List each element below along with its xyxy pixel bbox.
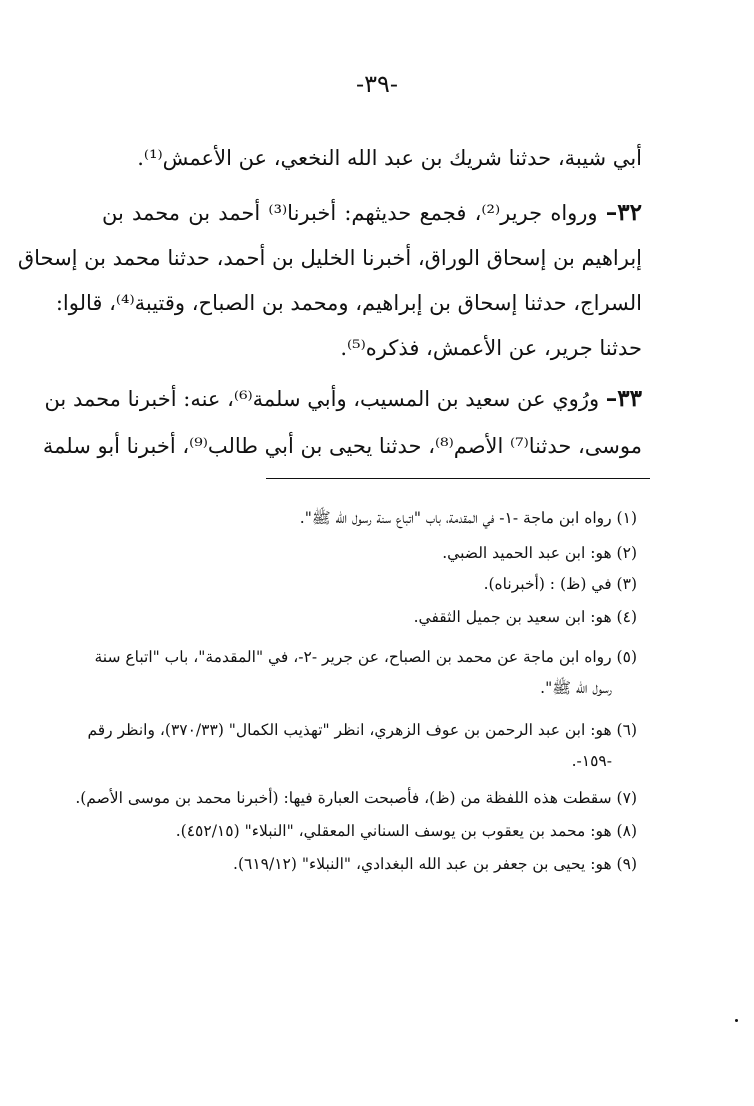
ink-dot [735,1019,738,1022]
hadith-number: ٣٣– [605,385,642,412]
text-line [44,384,642,414]
footnote: (٨) هو: محمد بن يعقوب بن يوسف السناني المعقلي، "النبلاء" (٤٥٢/١٥). [175,822,637,840]
text-line-content: السراج، حدثنا إسحاق بن إبراهيم، ومحمد بن الصباح، وقتيبة⁽⁴⁾، قالوا: [55,291,642,315]
text-line [17,243,642,273]
footnote: (٤) هو: ابن سعيد بن جميل الثقفي. [413,608,637,626]
text-line-content: حدثنا جرير، عن الأعمش، فذكره⁽⁵⁾. [340,336,642,360]
hadith-number: ٣٢– [605,199,642,226]
footnote: (٦) هو: ابن عبد الرحمن بن عوف الزهري، انظر "تهذيب الكمال" (٣٧٠/٣٣)، وانظر رقم [87,721,637,739]
page-number: -٣٩- [356,70,398,98]
footnote: (٥) رواه ابن ماجة عن محمد بن الصباح، عن جرير -٢-، في "المقدمة"، باب "اتباع سنة [94,648,637,666]
text-line [102,333,642,363]
footnote: (٢) هو: ابن عبد الحميد الضبي. [442,544,637,562]
footnote-divider [266,478,650,479]
footnote: (٩) هو: يحيى بن جعفر بن عبد الله البغدادي، "النبلاء" (٦١٩/١٢). [233,855,637,873]
footnote-continuation: -١٥٩-. [571,752,612,770]
text-line [55,288,642,318]
text-line-content: أبي شيبة، حدثنا شريك بن عبد الله النخعي، عن الأعمش⁽¹⁾. [137,146,642,170]
text-line-content: ورُوي عن سعيد بن المسيب، وأبي سلمة⁽⁶⁾، عنه: أخبرنا محمد بن [44,387,606,411]
footnote-continuation: رسول الله ﷺ". [540,679,612,697]
text-line [102,143,642,173]
text-line-content: ورواه جرير⁽²⁾، فجمع حديثهم: أخبرنا⁽³⁾ أحمد بن محمد بن [102,201,606,225]
footnote: (٧) سقطت هذه اللفظة من (ظ)، فأصبحت العبارة فيها: (أخبرنا محمد بن موسى الأصم). [75,789,637,807]
text-line-content: موسى، حدثنا⁽⁷⁾ الأصم⁽⁸⁾، حدثنا يحيى بن أبي طالب⁽⁹⁾، أخبرنا أبو سلمة [42,434,642,458]
footnote: (٣) في (ظ) : (أخبرناه). [483,575,637,593]
text-line-content: إبراهيم بن إسحاق الوراق، أخبرنا الخليل بن أحمد، حدثنا محمد بن إسحاق [17,246,642,270]
text-line [42,431,642,461]
text-line [102,198,642,228]
footnote: (١) رواه ابن ماجة -١- في المقدمة، باب "اتباع سنة رسول الله ﷺ". [299,509,637,527]
